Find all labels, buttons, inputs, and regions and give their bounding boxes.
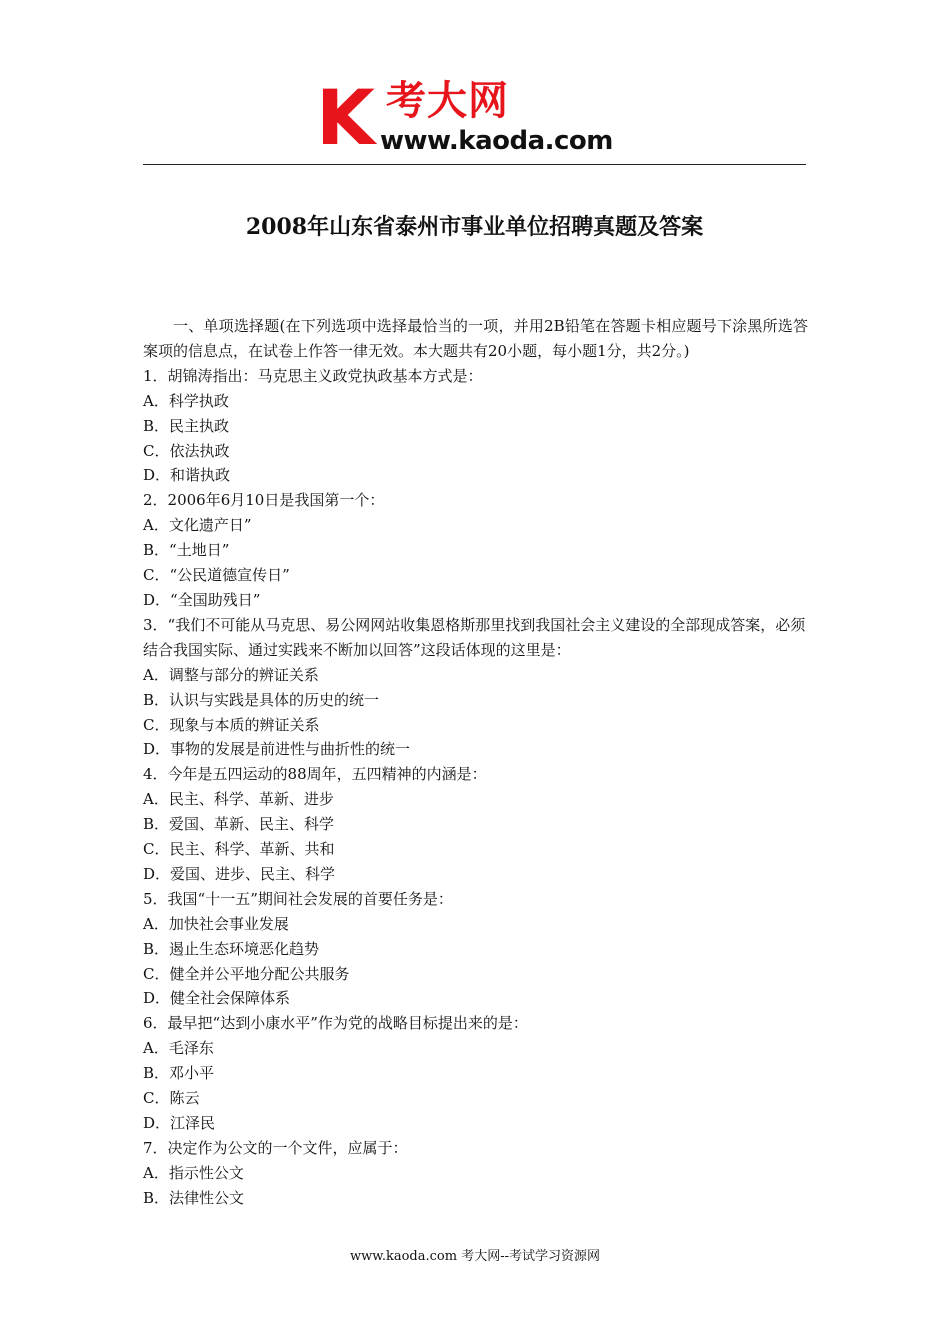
question-item bbox=[143, 1011, 808, 1136]
question-item bbox=[143, 1136, 808, 1211]
answer-option: C．依法执政 bbox=[143, 441, 230, 460]
answer-option: A．科学执政 bbox=[143, 391, 229, 410]
question-item bbox=[143, 488, 808, 613]
answer-option: C．“公民道德宣传日” bbox=[143, 566, 290, 585]
question-stem: 2．2006年6月10日是我国第一个： bbox=[143, 491, 385, 510]
answer-option: A．民主、科学、革新、进步 bbox=[143, 790, 334, 809]
question-stem: 1．胡锦涛指出：马克思主义政党执政基本方式是： bbox=[143, 366, 483, 385]
document-title: 2008年山东省泰州市事业单位招聘真题及答案 bbox=[245, 214, 704, 240]
question-item bbox=[143, 762, 808, 887]
question-item bbox=[143, 613, 808, 762]
answer-option: B．民主执政 bbox=[143, 416, 230, 435]
question-stem: 7．决定作为公文的一个文件，应属于： bbox=[143, 1138, 408, 1157]
question-item bbox=[143, 364, 808, 489]
logo-brand-name: 考大网 bbox=[386, 78, 509, 124]
answer-option: B．遏止生态环境恶化趋势 bbox=[143, 939, 320, 958]
answer-option: D．江泽民 bbox=[143, 1114, 216, 1132]
answer-option: B．认识与实践是具体的历史的统一 bbox=[143, 690, 380, 709]
logo-url: www.kaoda.com bbox=[380, 126, 613, 156]
answer-option: A．调整与部分的辨证关系 bbox=[143, 665, 319, 684]
answer-option: C．现象与本质的辨证关系 bbox=[143, 715, 320, 734]
answer-option: A．指示性公文 bbox=[143, 1163, 244, 1182]
answer-option: B．法律性公文 bbox=[143, 1188, 245, 1207]
question-stem: 4．今年是五四运动的88周年，五四精神的内涵是： bbox=[143, 765, 487, 784]
question-item bbox=[143, 887, 808, 1012]
answer-option: D．健全社会保障体系 bbox=[143, 989, 291, 1008]
header-divider bbox=[143, 164, 806, 165]
answer-option: A．毛泽东 bbox=[143, 1039, 214, 1058]
section-intro: 一、单项选择题(在下列选项中选择最恰当的一项，并用2B铅笔在答题卡相应题号下涂黑所选答案项的信息点，在试卷上作答一律无效。本大题共有20小题，每小题1分，共2分。) bbox=[143, 317, 808, 360]
answer-option: C．陈云 bbox=[143, 1089, 200, 1108]
answer-option: B．邓小平 bbox=[143, 1064, 215, 1083]
exam-content bbox=[143, 314, 808, 1211]
logo-k-mark: K bbox=[316, 73, 375, 162]
answer-option: B．“土地日” bbox=[143, 541, 230, 560]
question-list bbox=[143, 364, 808, 1211]
question-stem: 5．我国“十一五”期间社会发展的首要任务是： bbox=[143, 889, 453, 908]
question-stem: 6．最早把“达到小康水平”作为党的战略目标提出来的是： bbox=[143, 1014, 528, 1033]
answer-option: D．爱国、进步、民主、科学 bbox=[143, 864, 336, 883]
answer-option: C．健全并公平地分配公共服务 bbox=[143, 964, 350, 983]
question-stem: 3．“我们不可能从马克思、易公网网站收集恩格斯那里找到我国社会主义建设的全部现成答案，必须结合我国实际、通过实践来不断加以回答”这段话体现的这里是： bbox=[143, 615, 806, 659]
answer-option: D．事物的发展是前进性与曲折性的统一 bbox=[143, 740, 411, 759]
page-footer: www.kaoda.com 考大网--考试学习资源网 bbox=[350, 1249, 600, 1264]
answer-option: A．文化遗产日” bbox=[143, 516, 252, 535]
answer-option: D．和谐执政 bbox=[143, 466, 231, 485]
kaoda-logo bbox=[316, 73, 646, 162]
answer-option: B．爱国、革新、民主、科学 bbox=[143, 815, 335, 834]
answer-option: D．“全国助残日” bbox=[143, 590, 261, 609]
answer-option: A．加快社会事业发展 bbox=[143, 914, 289, 933]
answer-option: C．民主、科学、革新、共和 bbox=[143, 840, 335, 859]
